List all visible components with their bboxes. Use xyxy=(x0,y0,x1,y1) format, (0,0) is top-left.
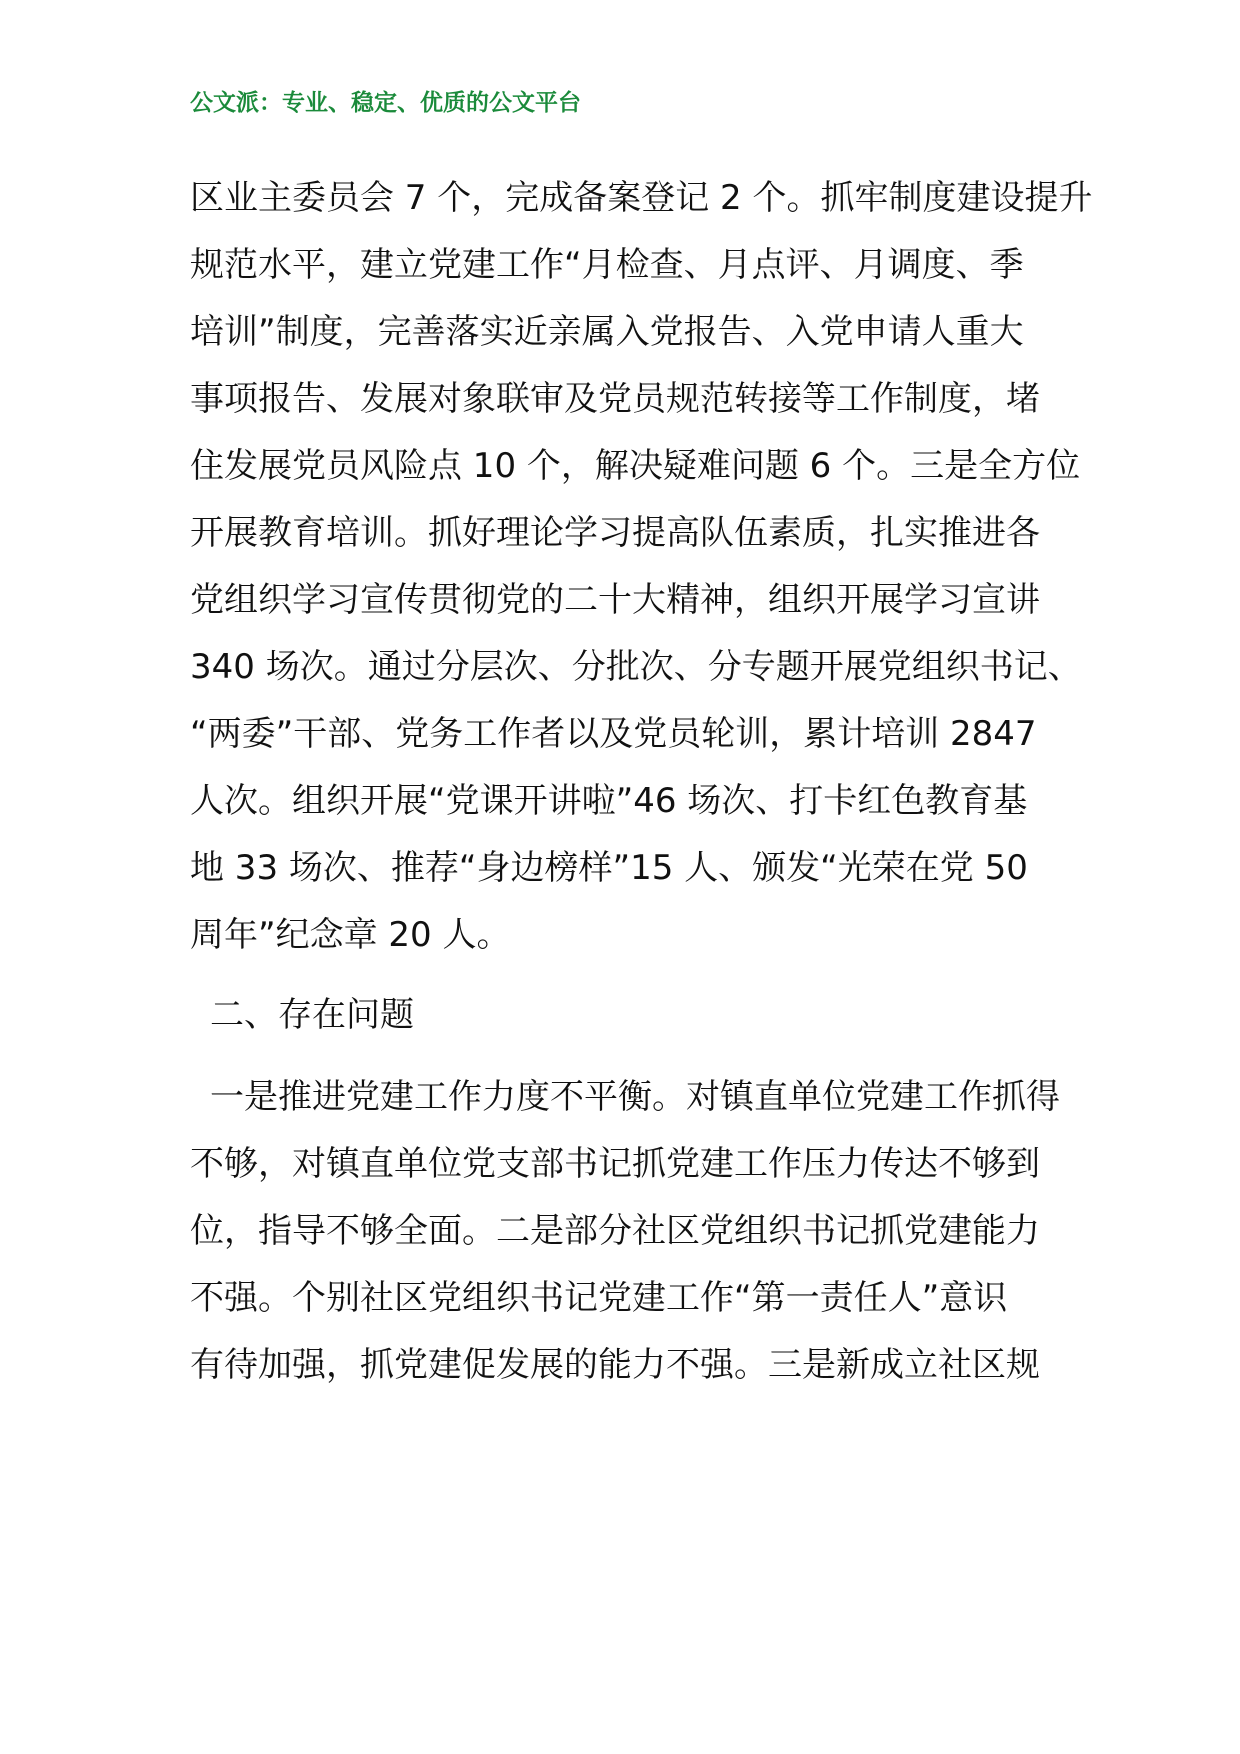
paragraph-line: 周年”纪念章 20 人。 xyxy=(190,915,511,955)
paragraph-line: 区业主委员会 7 个，完成备案登记 2 个。抓牢制度建设提升 xyxy=(190,178,1093,218)
paragraph-line: 事项报告、发展对象联审及党员规范转接等工作制度，堵 xyxy=(190,379,1040,419)
paragraph-line: 不强。个别社区党组织书记党建工作“第一责任人”意识 xyxy=(190,1278,1008,1318)
paragraph-line: 位，指导不够全面。二是部分社区党组织书记抓党建能力 xyxy=(190,1211,1040,1251)
section-heading: 二、存在问题 xyxy=(210,995,414,1035)
paragraph-line: 党组织学习宣传贯彻党的二十大精神，组织开展学习宣讲 xyxy=(190,580,1040,620)
paragraph-line: 开展教育培训。抓好理论学习提高队伍素质，扎实推进各 xyxy=(190,513,1040,553)
paragraph-line: 不够，对镇直单位党支部书记抓党建工作压力传达不够到 xyxy=(190,1144,1040,1184)
page-header: 公文派：专业、稳定、优质的公文平台 xyxy=(190,90,581,116)
paragraph-line: 人次。组织开展“党课开讲啦”46 场次、打卡红色教育基 xyxy=(190,781,1028,821)
paragraph-line: 规范水平，建立党建工作“月检查、月点评、月调度、季 xyxy=(190,245,1024,285)
paragraph-line: 有待加强，抓党建促发展的能力不强。三是新成立社区规 xyxy=(190,1345,1040,1385)
paragraph-line: 一是推进党建工作力度不平衡。对镇直单位党建工作抓得 xyxy=(210,1077,1060,1117)
paragraph-line: 培训”制度，完善落实近亲属入党报告、入党申请人重大 xyxy=(190,312,1024,352)
paragraph-line: 地 33 场次、推荐“身边榜样”15 人、颁发“光荣在党 50 xyxy=(190,848,1028,888)
paragraph-line: 住发展党员风险点 10 个，解决疑难问题 6 个。三是全方位 xyxy=(190,446,1081,486)
paragraph-line: “两委”干部、党务工作者以及党员轮训，累计培训 2847 xyxy=(190,714,1037,754)
paragraph-line: 340 场次。通过分层次、分批次、分专题开展党组织书记、 xyxy=(190,647,1082,687)
